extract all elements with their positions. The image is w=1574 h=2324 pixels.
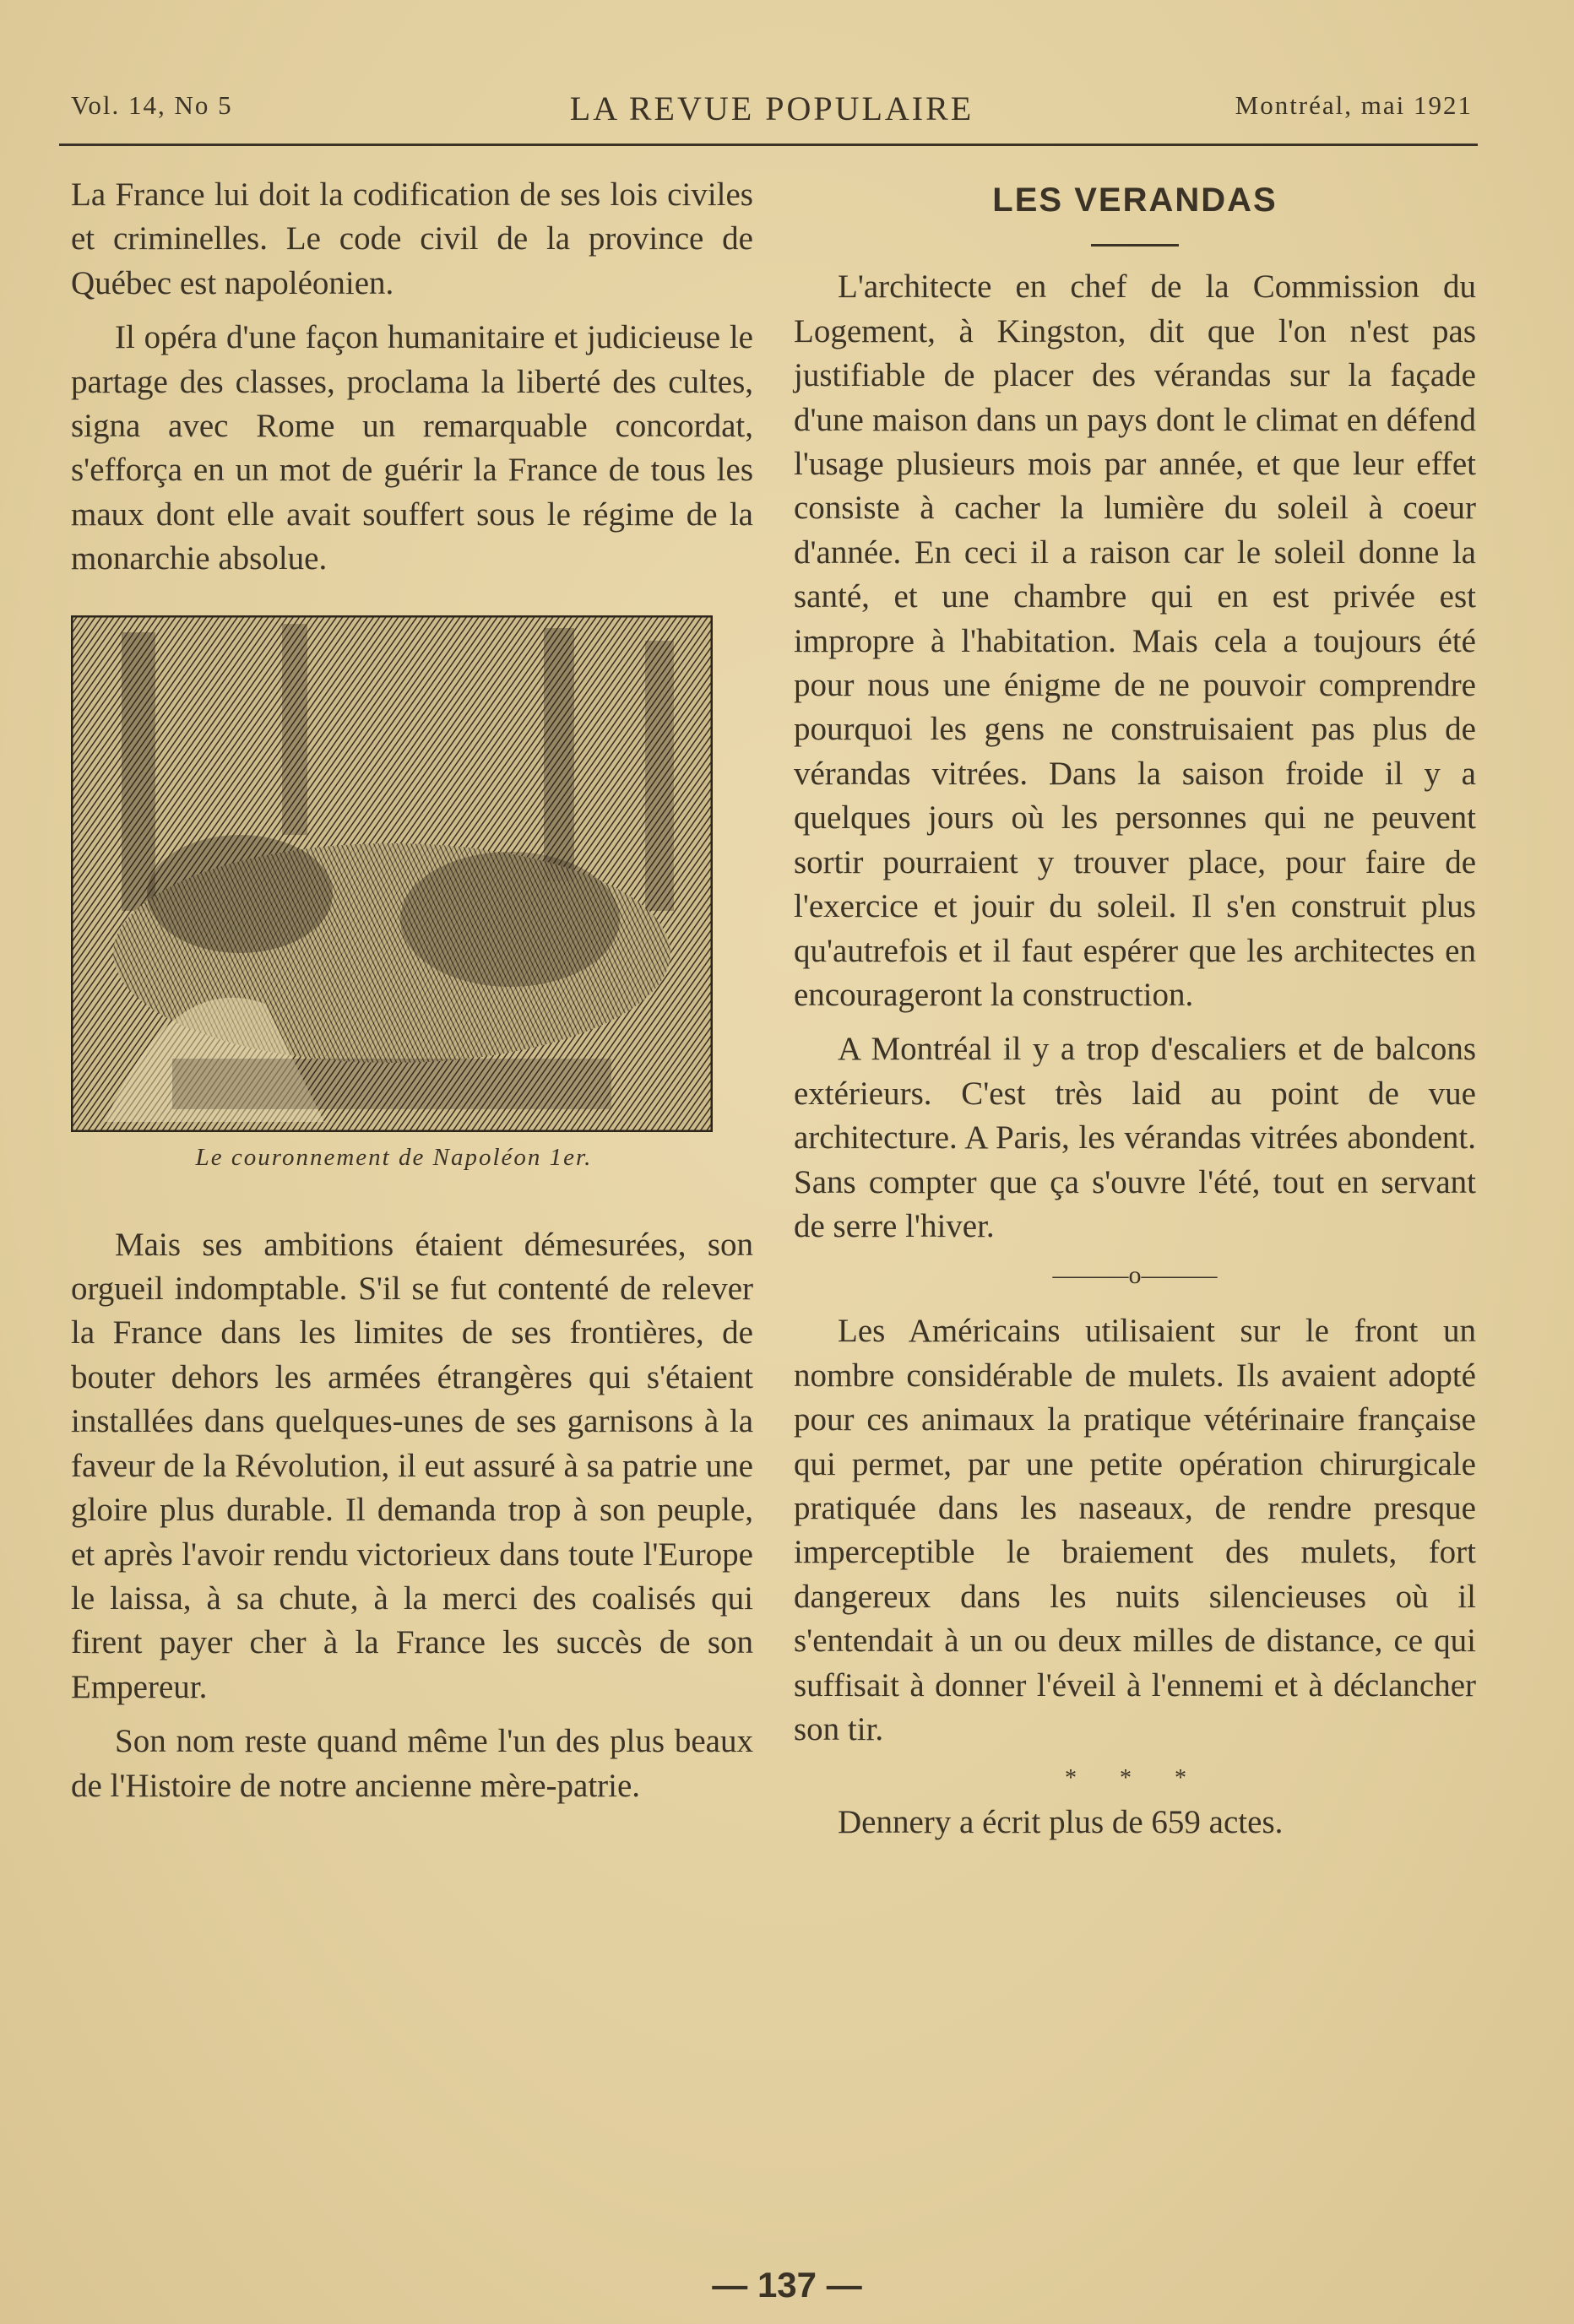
paragraph-verandas-1: L'architecte en chef de la Commission du Logement, à Kingston, dit que l'on n'est pas justifiable de placer des vérandas sur la façade d'une maison dans un pays dont le climat en défend l'usage plusieurs mois par année, et que leur effet consiste à cacher la lumière du soleil à coeur d'année. En ceci il a raison car le soleil donne la santé, et une chambre qui en est privée est impropre à l'habitation. Mais cela a toujours été pour nous une énigme de ne pouvoir comprendre pourquoi les gens ne construisaient pas plus de vérandas vitrées. Dans la saison froide il y a quelques jours où les personnes qui ne peuvent sortir pourraient y trouver place, pour faire de l'exercice et jouir du soleil. Il s'en construit plus qu'autrefois et il faut espérer que les architectes en encourageront la construction. <box>794 268 1476 1013</box>
page-number: — 137 — <box>712 2265 862 2305</box>
coronation-figure <box>71 615 717 1174</box>
place-date: Montréal, mai 1921 <box>1235 90 1473 120</box>
header-rule <box>59 144 1478 146</box>
article-title: LES VERANDAS <box>992 181 1278 219</box>
coronation-engraving <box>71 615 713 1132</box>
paragraph-verandas-2: A Montréal il y a trop d'escaliers et de balcons extérieurs. C'est très laid au point de vue architecture. A Paris, les vérandas vitrées abondent. Sans compter que ça s'ouvre l'été, tout en servant de serre l'hiver. <box>794 1031 1476 1244</box>
section-separator: ———o——— <box>1052 1261 1218 1290</box>
figure-caption: Le couronnement de Napoléon 1er. <box>195 1143 593 1171</box>
journal-title: LA REVUE POPULAIRE <box>569 89 974 127</box>
paragraph-mules: Les Américains utilisaient sur le front un nombre considérable de mulets. Ils avaient adopté pour ces animaux la pratique vétérinaire française qui permet, par une petite opération chirurgicale pratiquée dans les naseaux, de rendre presque imperceptible le braiement des mulets, fort dangereux dans les nuits silencieuses où il s'entendait à un ou deux milles de distance, ce qui suffisait à donner l'éveil à l'ennemi et à déclancher son tir. <box>794 1313 1476 1747</box>
title-rule <box>1091 244 1179 246</box>
paragraph-codification: La France lui doit la codification de ses lois civiles et criminelles. Le code civil de la province de Québec est napoléonien. <box>71 176 753 301</box>
asterism: * * * <box>1065 1765 1205 1792</box>
paragraph-reforms: Il opéra d'une façon humanitaire et judicieuse le partage des classes, proclama la liberté des cultes, signa avec Rome un remarquable concordat, s'efforça en un mot de guérir la France de tous les maux dont elle avait souffert sous le régime de la monarchie absolue. <box>71 319 753 577</box>
volume-number: Vol. 14, No 5 <box>71 90 233 120</box>
paragraph-dennery: Dennery a écrit plus de 659 actes. <box>838 1804 1284 1841</box>
running-header <box>71 89 1473 131</box>
left-column <box>71 173 753 1818</box>
paragraph-legacy: Son nom reste quand même l'un des plus beaux de l'Histoire de notre ancienne mère-patrie. <box>71 1723 753 1804</box>
paragraph-ambitions: Mais ses ambitions étaient démesurées, son orgueil indomptable. S'il se fut contenté de relever la France dans les limites de ses frontières, de bouter dehors les armées étrangères qui s'étaient installées dans quelques-unes de ses garnisons à la faveur de la Révolution, il eut assuré à sa patrie une gloire plus durable. Il demanda trop à son peuple, et après l'avoir rendu victorieux dans toute l'Europe le laissa, à sa chute, à la merci des coalisés qui firent payer cher à la France les succès de son Empereur. <box>71 1226 753 1705</box>
right-column <box>794 173 1476 1855</box>
